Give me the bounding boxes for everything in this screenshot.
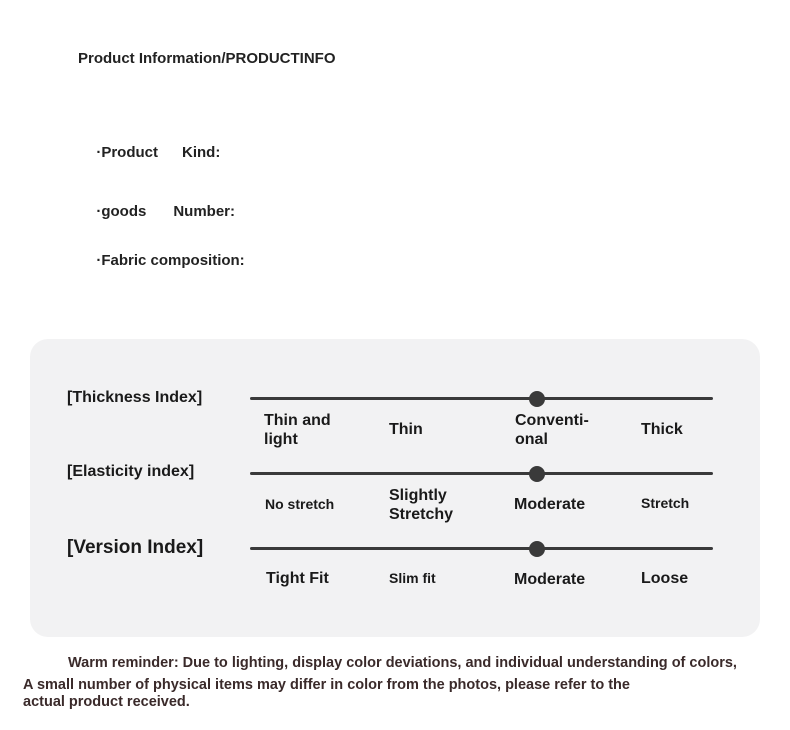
fabric-composition-label: ·Fabric composition:	[96, 252, 245, 269]
thickness-option-4: Thick	[641, 421, 683, 438]
version-marker	[529, 541, 545, 557]
fabric-composition-row	[88, 235, 245, 269]
elasticity-marker	[529, 466, 545, 482]
index-panel	[30, 339, 760, 637]
version-option-1: Tight Fit	[266, 570, 329, 587]
thickness-marker	[529, 391, 545, 407]
version-option-4: Loose	[641, 570, 689, 587]
elasticity-index-label: [Elasticity index]	[67, 463, 195, 480]
version-option-2: Slim fit	[389, 570, 436, 586]
elasticity-option-2: Slightly Stretchy	[389, 487, 454, 523]
thickness-track	[250, 397, 713, 400]
thickness-option-3: Conventi- onal	[515, 412, 589, 448]
version-option-3: Moderate	[514, 571, 586, 588]
product-kind-label-a: ·Product	[96, 144, 159, 161]
thickness-index-label: [Thickness Index]	[67, 389, 203, 406]
thickness-option-1: Thin and light	[264, 412, 331, 448]
product-kind-label-b: Kind:	[182, 144, 221, 161]
elasticity-option-3: Moderate	[514, 496, 586, 513]
goods-number-label-a: ·goods	[96, 203, 147, 220]
goods-number-label-b: Number:	[173, 203, 236, 220]
goods-number-row	[88, 186, 235, 220]
elasticity-option-4: Stretch	[641, 495, 690, 511]
reminder-line-3: actual product received.	[23, 694, 190, 710]
page-title: Product Information/PRODUCTINFO	[78, 50, 336, 67]
elasticity-option-1: No stretch	[265, 496, 335, 512]
version-index-label: [Version Index]	[67, 537, 204, 558]
reminder-line-2: A small number of physical items may differ in color from the photos, please refer to the	[23, 677, 630, 693]
reminder-line-1: Warm reminder: Due to lighting, display color deviations, and individual understanding of colors,	[68, 655, 737, 671]
thickness-option-2: Thin	[389, 421, 423, 438]
elasticity-track	[250, 472, 713, 475]
product-kind-row	[88, 127, 220, 161]
version-track	[250, 547, 713, 550]
